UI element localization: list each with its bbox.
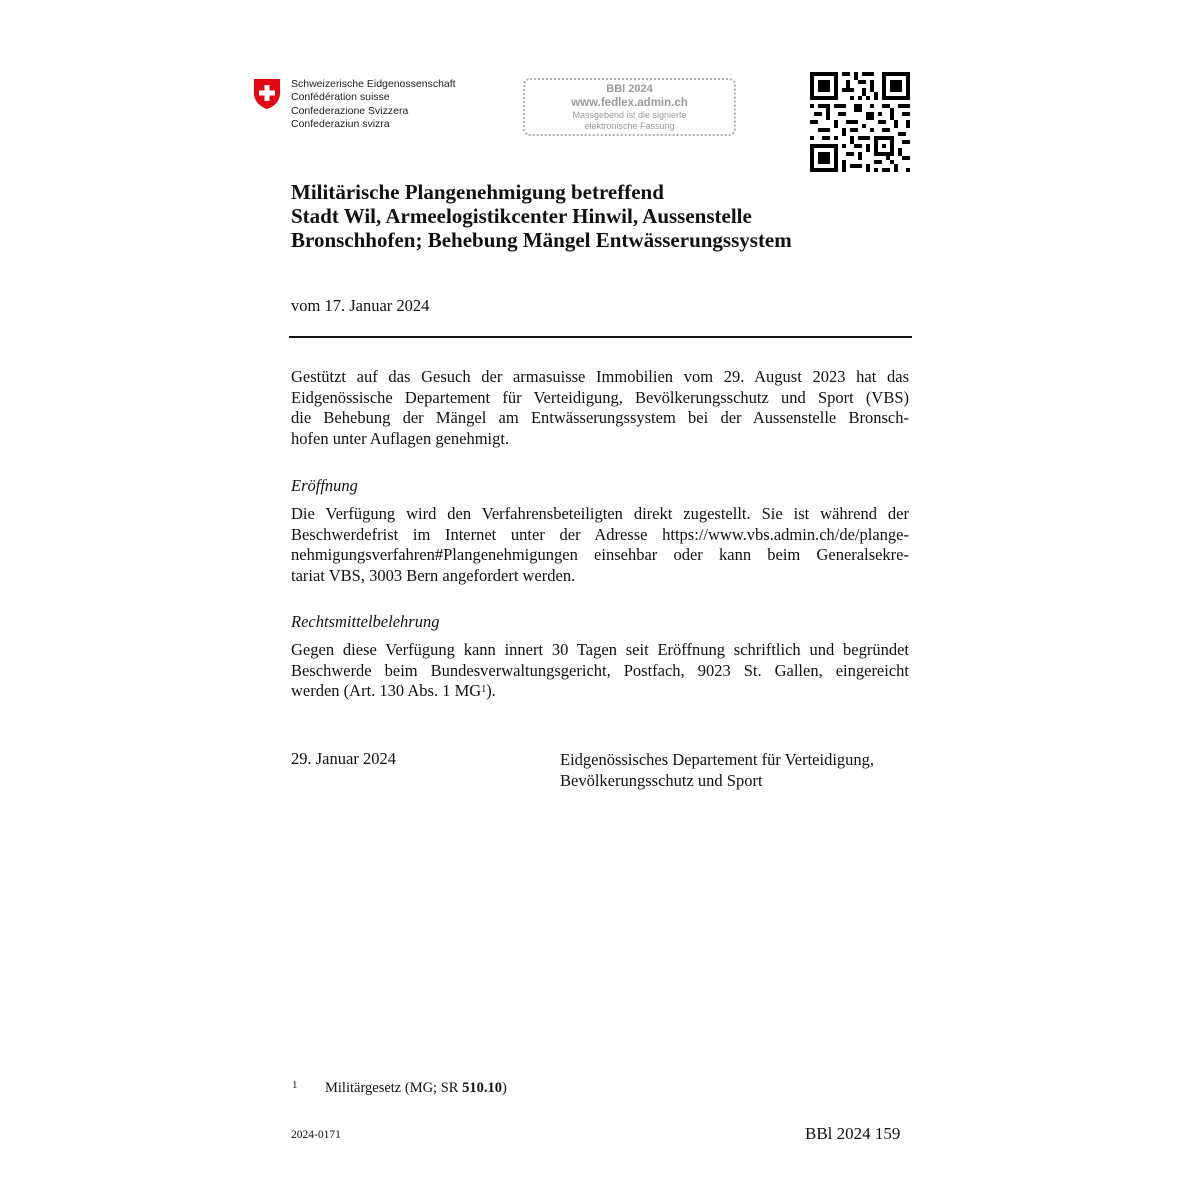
- footnote-number: 1: [292, 1079, 298, 1091]
- authority-line: Eidgenössisches Departement für Verteidigung,: [560, 750, 875, 769]
- paragraph-line: Die Verfügung wird den Verfahrensbeteiligten direkt zugestellt. Sie ist während der: [291, 504, 909, 523]
- title-line: Stadt Wil, Armeelogistikcenter Hinwil, Aussenstelle: [291, 204, 752, 228]
- footnote-text-part: Militärgesetz (MG; SR: [325, 1080, 463, 1096]
- footnote-text: [325, 1080, 507, 1097]
- paragraph-line: hofen unter Auflagen genehmigt.: [291, 428, 510, 448]
- fedlex-stamp: [523, 78, 736, 136]
- title-line: Bronschhofen; Behebung Mängel Entwässerungssystem: [291, 228, 792, 252]
- paragraph-line: Beschwerde beim Bundesverwaltungsgericht, Postfach, 9023 St. Gallen, eingereicht: [291, 660, 909, 680]
- paragraph-line: tariat VBS, 3003 Bern angefordert werden.: [291, 565, 576, 585]
- paragraph-line: Eidgenössische Departement für Verteidigung, Bevölkerungsschutz und Sport (VBS): [291, 387, 909, 407]
- confederation-line: Confederaziun svizra: [291, 117, 390, 130]
- intro-paragraph: [291, 367, 909, 449]
- confederation-line: Confederazione Svizzera: [291, 104, 409, 117]
- paragraph-line: nehmigungsverfahren#Plangenehmigungen einsehbar oder kann beim Generalsekre-: [291, 545, 909, 564]
- paragraph-text: ).: [486, 681, 496, 700]
- paragraph-text: werden (Art. 130 Abs. 1 MG: [291, 681, 482, 700]
- document-id: 2024-0171: [291, 1129, 341, 1141]
- stamp-url: www.fedlex.admin.ch: [571, 97, 688, 109]
- footnote-reference[interactable]: 1: [481, 684, 487, 695]
- bbl-reference: BBl 2024 159: [805, 1124, 901, 1143]
- eroeffnung-paragraph: [291, 504, 909, 586]
- document-date: vom 17. Januar 2024: [291, 296, 430, 315]
- qr-code-icon: [810, 72, 910, 172]
- confederation-names: [291, 78, 456, 131]
- paragraph-line: Beschwerdefrist im Internet unter der Adresse https://www.vbs.admin.ch/de/plange-: [291, 524, 909, 544]
- confederation-line: Schweizerische Eidgenossenschaft: [291, 78, 456, 90]
- paragraph-line: [291, 681, 909, 702]
- sr-number: 510.10: [462, 1080, 502, 1096]
- paragraph-line: die Behebung der Mängel am Entwässerungssystem bei der Aussenstelle Bronsch-: [291, 408, 909, 427]
- stamp-line: BBl 2024: [606, 83, 653, 95]
- stamp-line: Massgebend ist die signierte: [572, 110, 687, 120]
- paragraph-line: Gegen diese Verfügung kann innert 30 Tagen seit Eröffnung schriftlich und begründet: [291, 640, 909, 659]
- paragraph-line: Gestützt auf das Gesuch der armasuisse Immobilien vom 29. August 2023 hat das: [291, 367, 909, 386]
- confederation-line: Confédération suisse: [291, 91, 390, 104]
- section-heading-rechtsmittelbelehrung: Rechtsmittelbelehrung: [291, 612, 440, 631]
- section-heading-eroeffnung: Eröffnung: [291, 476, 358, 495]
- footnote-text-part: ): [501, 1080, 507, 1096]
- signing-authority: [560, 749, 874, 791]
- document-title: [291, 180, 911, 252]
- horizontal-rule: [289, 336, 912, 338]
- stamp-line: elektronische Fassung: [584, 121, 675, 131]
- title-line: Militärische Plangenehmigung betreffend: [291, 180, 664, 204]
- authority-line: Bevölkerungsschutz und Sport: [560, 771, 763, 790]
- swiss-coat-of-arms-icon: [252, 77, 282, 110]
- rechtsmittel-paragraph: [291, 640, 909, 702]
- signature-date: 29. Januar 2024: [291, 749, 396, 768]
